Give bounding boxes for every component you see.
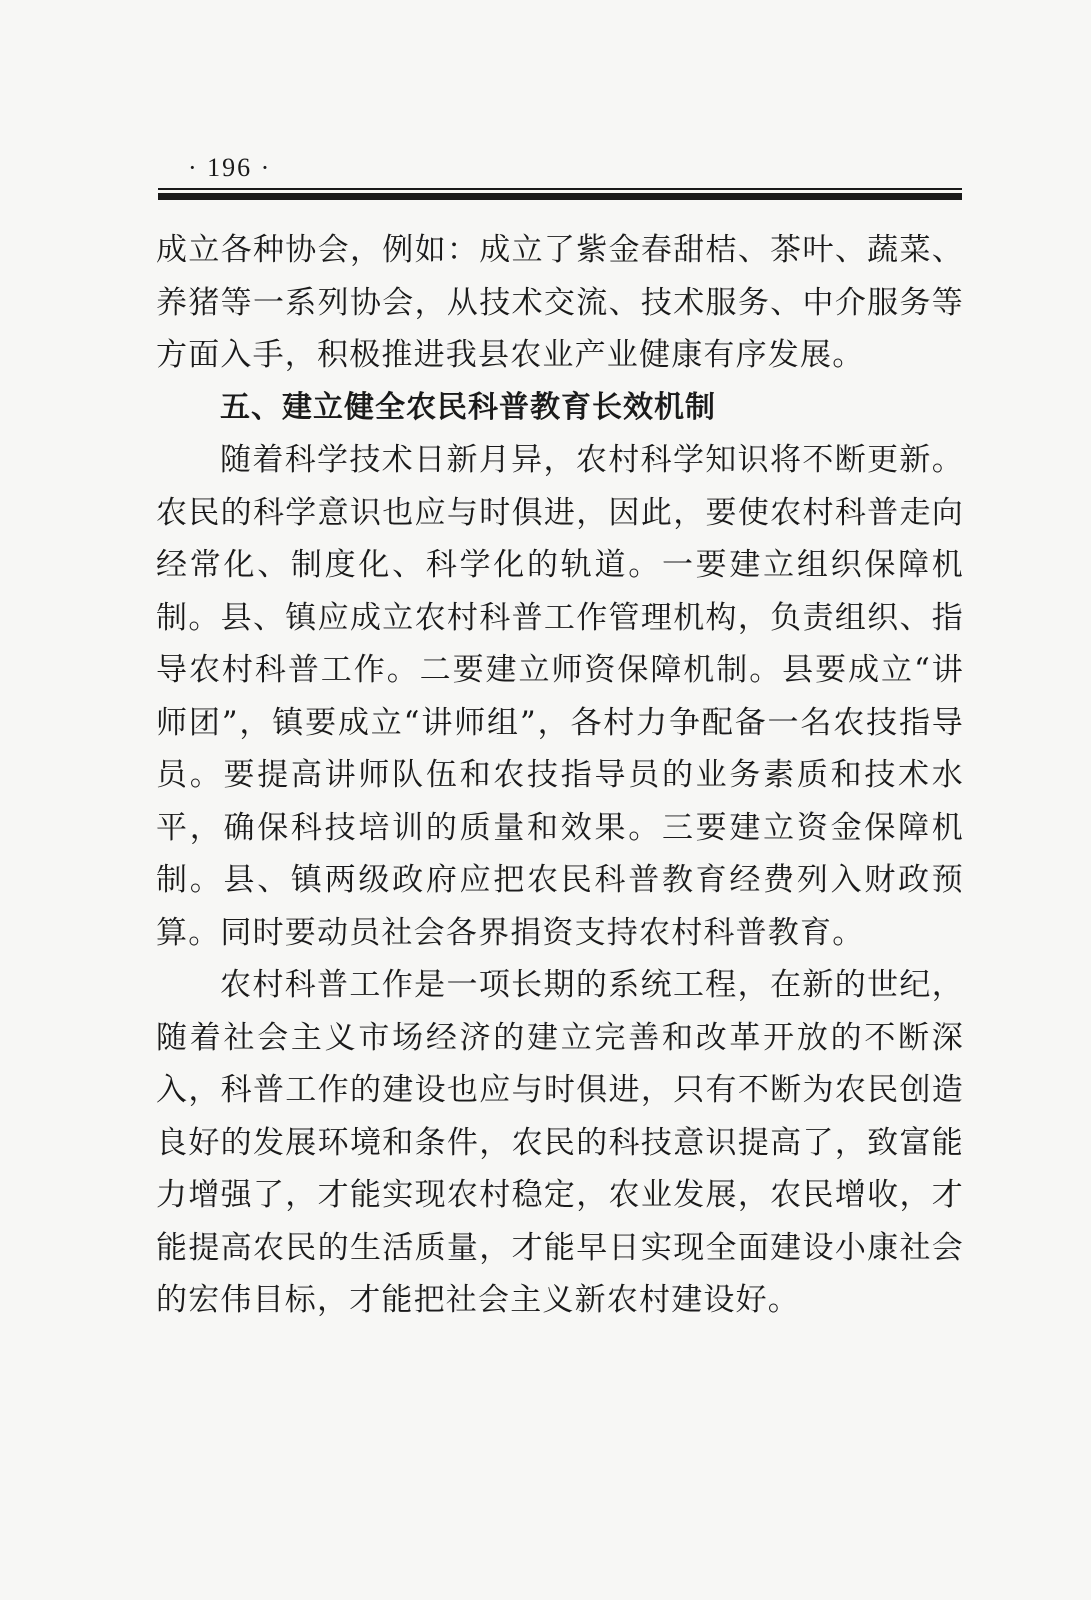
header-rule-thick	[158, 193, 962, 200]
header-rule-thin	[158, 188, 962, 190]
body-text	[156, 224, 964, 1327]
section-heading: 五、建立健全农民科普教育长效机制	[220, 389, 716, 425]
paragraph-continuation: 成立各种协会，例如：成立了紫金春甜桔、茶叶、蔬菜、养猪等一系列协会，从技术交流、技术服务、中介服务等方面入手，积极推进我县农业产业健康有序发展。	[156, 232, 964, 373]
page-number: · 196 ·	[188, 153, 272, 182]
paragraph-conclusion: 农村科普工作是一项长期的系统工程，在新的世纪，随着社会主义市场经济的建立完善和改革开放的不断深入，科普工作的建设也应与时俱进，只有不断为农民创造良好的发展环境和条件，农民的科技意识提高了，致富能力增强了，才能实现农村稳定，农业发展，农民增收，才能提高农民的生活质量，才能早日实现全面建设小康社会的宏伟目标，才能把社会主义新农村建设好。	[156, 967, 964, 1318]
paragraph-mechanisms: 随着科学技术日新月异，农村科学知识将不断更新。农民的科学意识也应与时俱进，因此，要使农村科普走向经常化、制度化、科学化的轨道。一要建立组织保障机制。县、镇应成立农村科普工作管理机构，负责组织、指导农村科普工作。二要建立师资保障机制。县要成立“讲师团”，镇要成立“讲师组”，各村力争配备一名农技指导员。要提高讲师队伍和农技指导员的业务素质和技术水平，确保科技培训的质量和效果。三要建立资金保障机制。县、镇两级政府应把农民科普教育经费列入财政预算。同时要动员社会各界捐资支持农村科普教育。	[156, 442, 964, 951]
page-header	[158, 150, 962, 200]
